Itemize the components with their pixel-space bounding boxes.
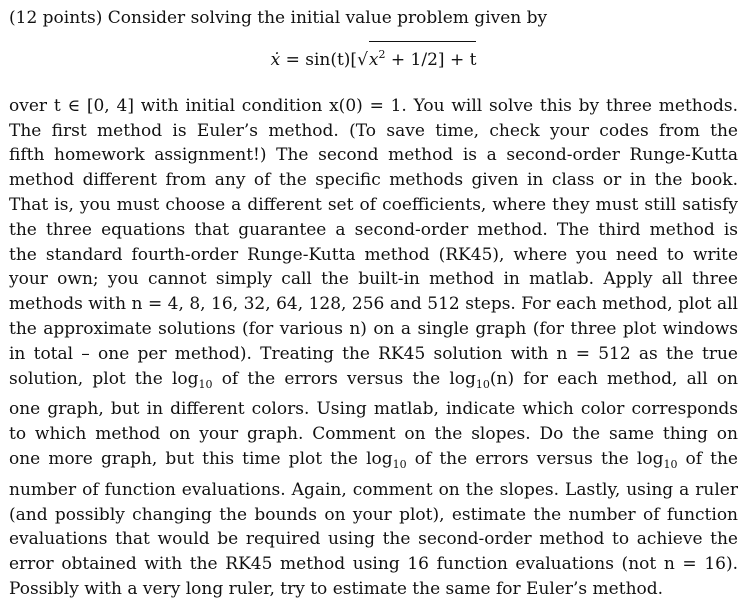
- ode-equation: [9, 31, 738, 94]
- body-line: evaluations that would be required using the second-order method to achieve the: [9, 529, 738, 550]
- sqrt-icon: √: [357, 49, 368, 70]
- equation-equals: =: [285, 49, 300, 70]
- body-line: Possibly with a very long ruler, try to estimate the same for Euler’s method.: [9, 578, 664, 599]
- body-line: number of function evaluations. Again, comment on the slopes. Lastly, using a ruler: [9, 479, 738, 500]
- body-line: one more graph, but this time plot the $\log_{10}$ of the errors versus the $\log_{10}$ of the: [9, 448, 738, 471]
- equation-radicand: [369, 41, 477, 72]
- problem-intro: (12 points) Consider solving the initial value problem given by: [9, 8, 548, 28]
- equation-exponent: 2: [378, 47, 386, 61]
- body-line: solution, plot the $\log_{10}$ of the errors versus the $\log_{10}(n)$ for each method, all on: [9, 368, 738, 391]
- body-line: your own; you cannot simply call the built-in method in matlab. Apply all three: [9, 269, 738, 290]
- body-line: error obtained with the RK45 method using 16 function evaluations (not n = 16).: [9, 554, 738, 575]
- body-line: fifth homework assignment!) The second method is a second-order Runge-Kutta: [9, 145, 738, 166]
- body-line: the standard fourth-order Runge-Kutta method (RK45), where you need to write: [9, 244, 738, 265]
- body-line: over t ∈ [0, 4] with initial condition x(0) = 1. You will solve this by three methods.: [9, 95, 738, 116]
- equation-tail: + 1/2] + t: [390, 49, 477, 70]
- body-line: one graph, but in different colors. Using matlab, indicate which color corresponds: [9, 399, 738, 420]
- equation-sin: sin(t)[: [305, 49, 358, 70]
- body-line: methods with n = 4, 8, 16, 32, 64, 128, 256 and 512 steps. For each method, plot all: [9, 294, 738, 315]
- equation-lhs: ẋ: [270, 49, 281, 70]
- body-line: (and possibly changing the bounds on your plot), estimate the number of function: [9, 504, 738, 525]
- body-line: That is, you must choose a different set of coefficients, where they must still satisfy: [9, 194, 738, 215]
- equation-var: x: [368, 49, 379, 70]
- problem-body: [9, 94, 738, 602]
- body-line: the three equations that guarantee a second-order method. The third method is: [9, 219, 738, 240]
- body-line: the approximate solutions (for various n) on a single graph (for three plot windows: [9, 318, 738, 339]
- body-line: The first method is Euler’s method. (To save time, check your codes from the: [9, 120, 738, 141]
- body-line: in total – one per method). Treating the RK45 solution with n = 512 as the true: [9, 343, 738, 364]
- body-line: to which method on your graph. Comment on the slopes. Do the same thing on: [9, 424, 738, 445]
- body-line: method different from any of the specific methods given in class or in the book.: [9, 170, 738, 191]
